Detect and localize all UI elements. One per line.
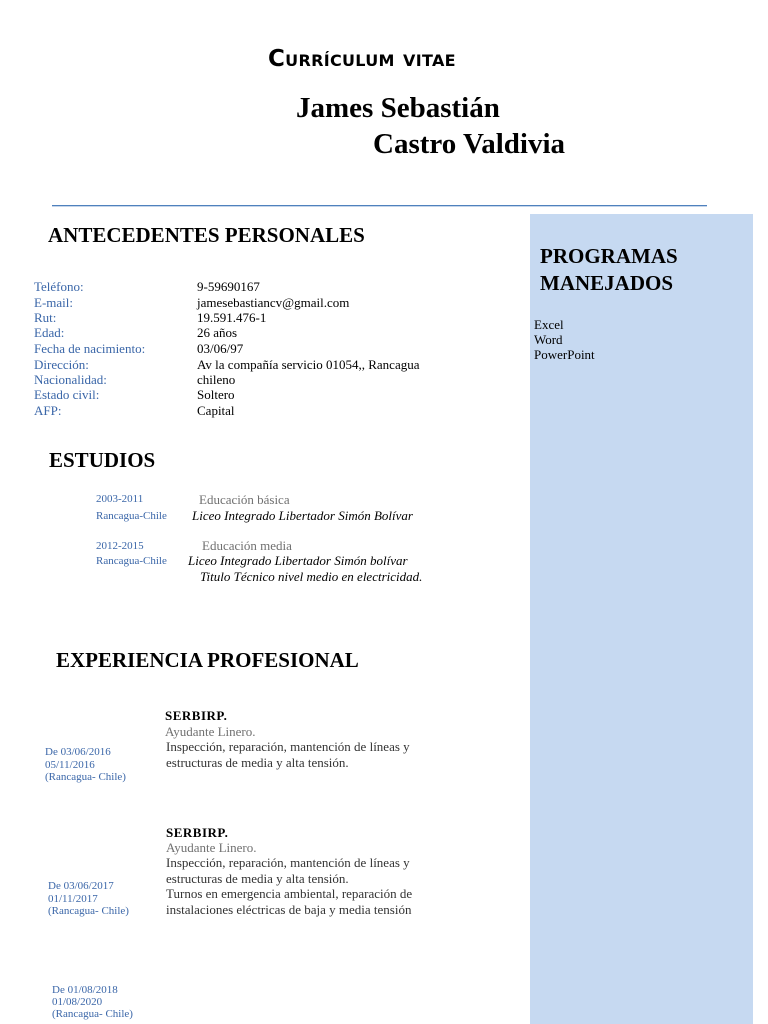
experience-role: Ayudante Linero. xyxy=(166,840,257,855)
value-age: 26 años xyxy=(197,325,238,340)
full-name-last: Castro Valdivia xyxy=(373,128,566,160)
study-years: 2003-2011 xyxy=(96,493,144,505)
label-age: Edad: xyxy=(34,325,65,340)
study-level: Educación básica xyxy=(199,492,290,507)
full-name-first: James Sebastián xyxy=(296,92,500,124)
label-afp: AFP: xyxy=(34,403,62,418)
value-address: Av la compañía servicio 01054,, Rancagua xyxy=(197,357,420,372)
label-nationality: Nacionalidad: xyxy=(34,372,107,387)
section-heading-experience: EXPERIENCIA PROFESIONAL xyxy=(56,648,359,672)
experience-date-from: De 03/06/2017 xyxy=(48,880,114,892)
study-level: Educación media xyxy=(202,538,292,553)
experience-location: (Rancagua- Chile) xyxy=(48,905,129,917)
experience-date-to: 01/11/2017 xyxy=(48,893,98,905)
experience-date-to: 05/11/2016 xyxy=(45,759,95,771)
experience-date-from: De 03/06/2016 xyxy=(45,746,111,758)
experience-description: Inspección, reparación, mantención de líneas y estructuras de media y alta tensión. xyxy=(166,855,410,886)
sidebar-panel xyxy=(530,214,753,1024)
section-heading-personal: ANTECEDENTES PERSONALES xyxy=(48,223,365,247)
experience-company: SERBIRP. xyxy=(165,708,228,723)
label-civil-status: Estado civil: xyxy=(34,387,100,402)
label-email: E-mail: xyxy=(34,295,73,310)
experience-description: Inspección, reparación, mantención de líneas y estructuras de media y alta tensión. xyxy=(166,739,410,770)
label-address: Dirección: xyxy=(34,357,89,372)
header-divider-shadow xyxy=(52,206,707,207)
experience-company: SERBIRP. xyxy=(166,825,229,840)
value-afp: Capital xyxy=(197,403,235,418)
document-title: Currículum vitae xyxy=(268,46,456,72)
study-years: 2012-2015 xyxy=(96,540,144,552)
study-degree: Titulo Técnico nivel medio en electricidad. xyxy=(200,569,423,584)
label-birthdate: Fecha de nacimiento: xyxy=(34,341,146,356)
sidebar-item-word: Word xyxy=(534,332,563,347)
experience-location: (Rancagua- Chile) xyxy=(45,771,126,783)
label-rut: Rut: xyxy=(34,310,57,325)
experience-date-from: De 01/08/2018 xyxy=(52,984,118,996)
value-civil-status: Soltero xyxy=(197,387,235,402)
study-school: Liceo Integrado Libertador Simón bolívar xyxy=(188,553,408,568)
experience-date-to: 01/08/2020 xyxy=(52,996,103,1008)
study-place: Rancagua-Chile xyxy=(96,555,167,567)
experience-description-extra: Turnos en emergencia ambiental, reparación de instalaciones eléctricas de baja y media tensión xyxy=(166,886,413,917)
study-place: Rancagua-Chile xyxy=(96,510,167,522)
experience-role: Ayudante Linero. xyxy=(165,724,256,739)
value-nationality: chileno xyxy=(197,372,236,387)
section-heading-studies: ESTUDIOS xyxy=(49,448,156,472)
experience-location: (Rancagua- Chile) xyxy=(52,1008,133,1020)
sidebar-item-powerpoint: PowerPoint xyxy=(534,347,595,362)
value-email: jamesebastiancv@gmail.com xyxy=(197,295,350,310)
value-rut: 19.591.476-1 xyxy=(197,310,267,325)
value-phone: 9-59690167 xyxy=(197,279,260,294)
label-phone: Teléfono: xyxy=(34,279,84,294)
sidebar-title: PROGRAMAS MANEJADOS xyxy=(540,244,678,295)
value-birthdate: 03/06/97 xyxy=(197,341,244,356)
sidebar-item-excel: Excel xyxy=(534,317,564,332)
study-school: Liceo Integrado Libertador Simón Bolívar xyxy=(192,508,413,523)
